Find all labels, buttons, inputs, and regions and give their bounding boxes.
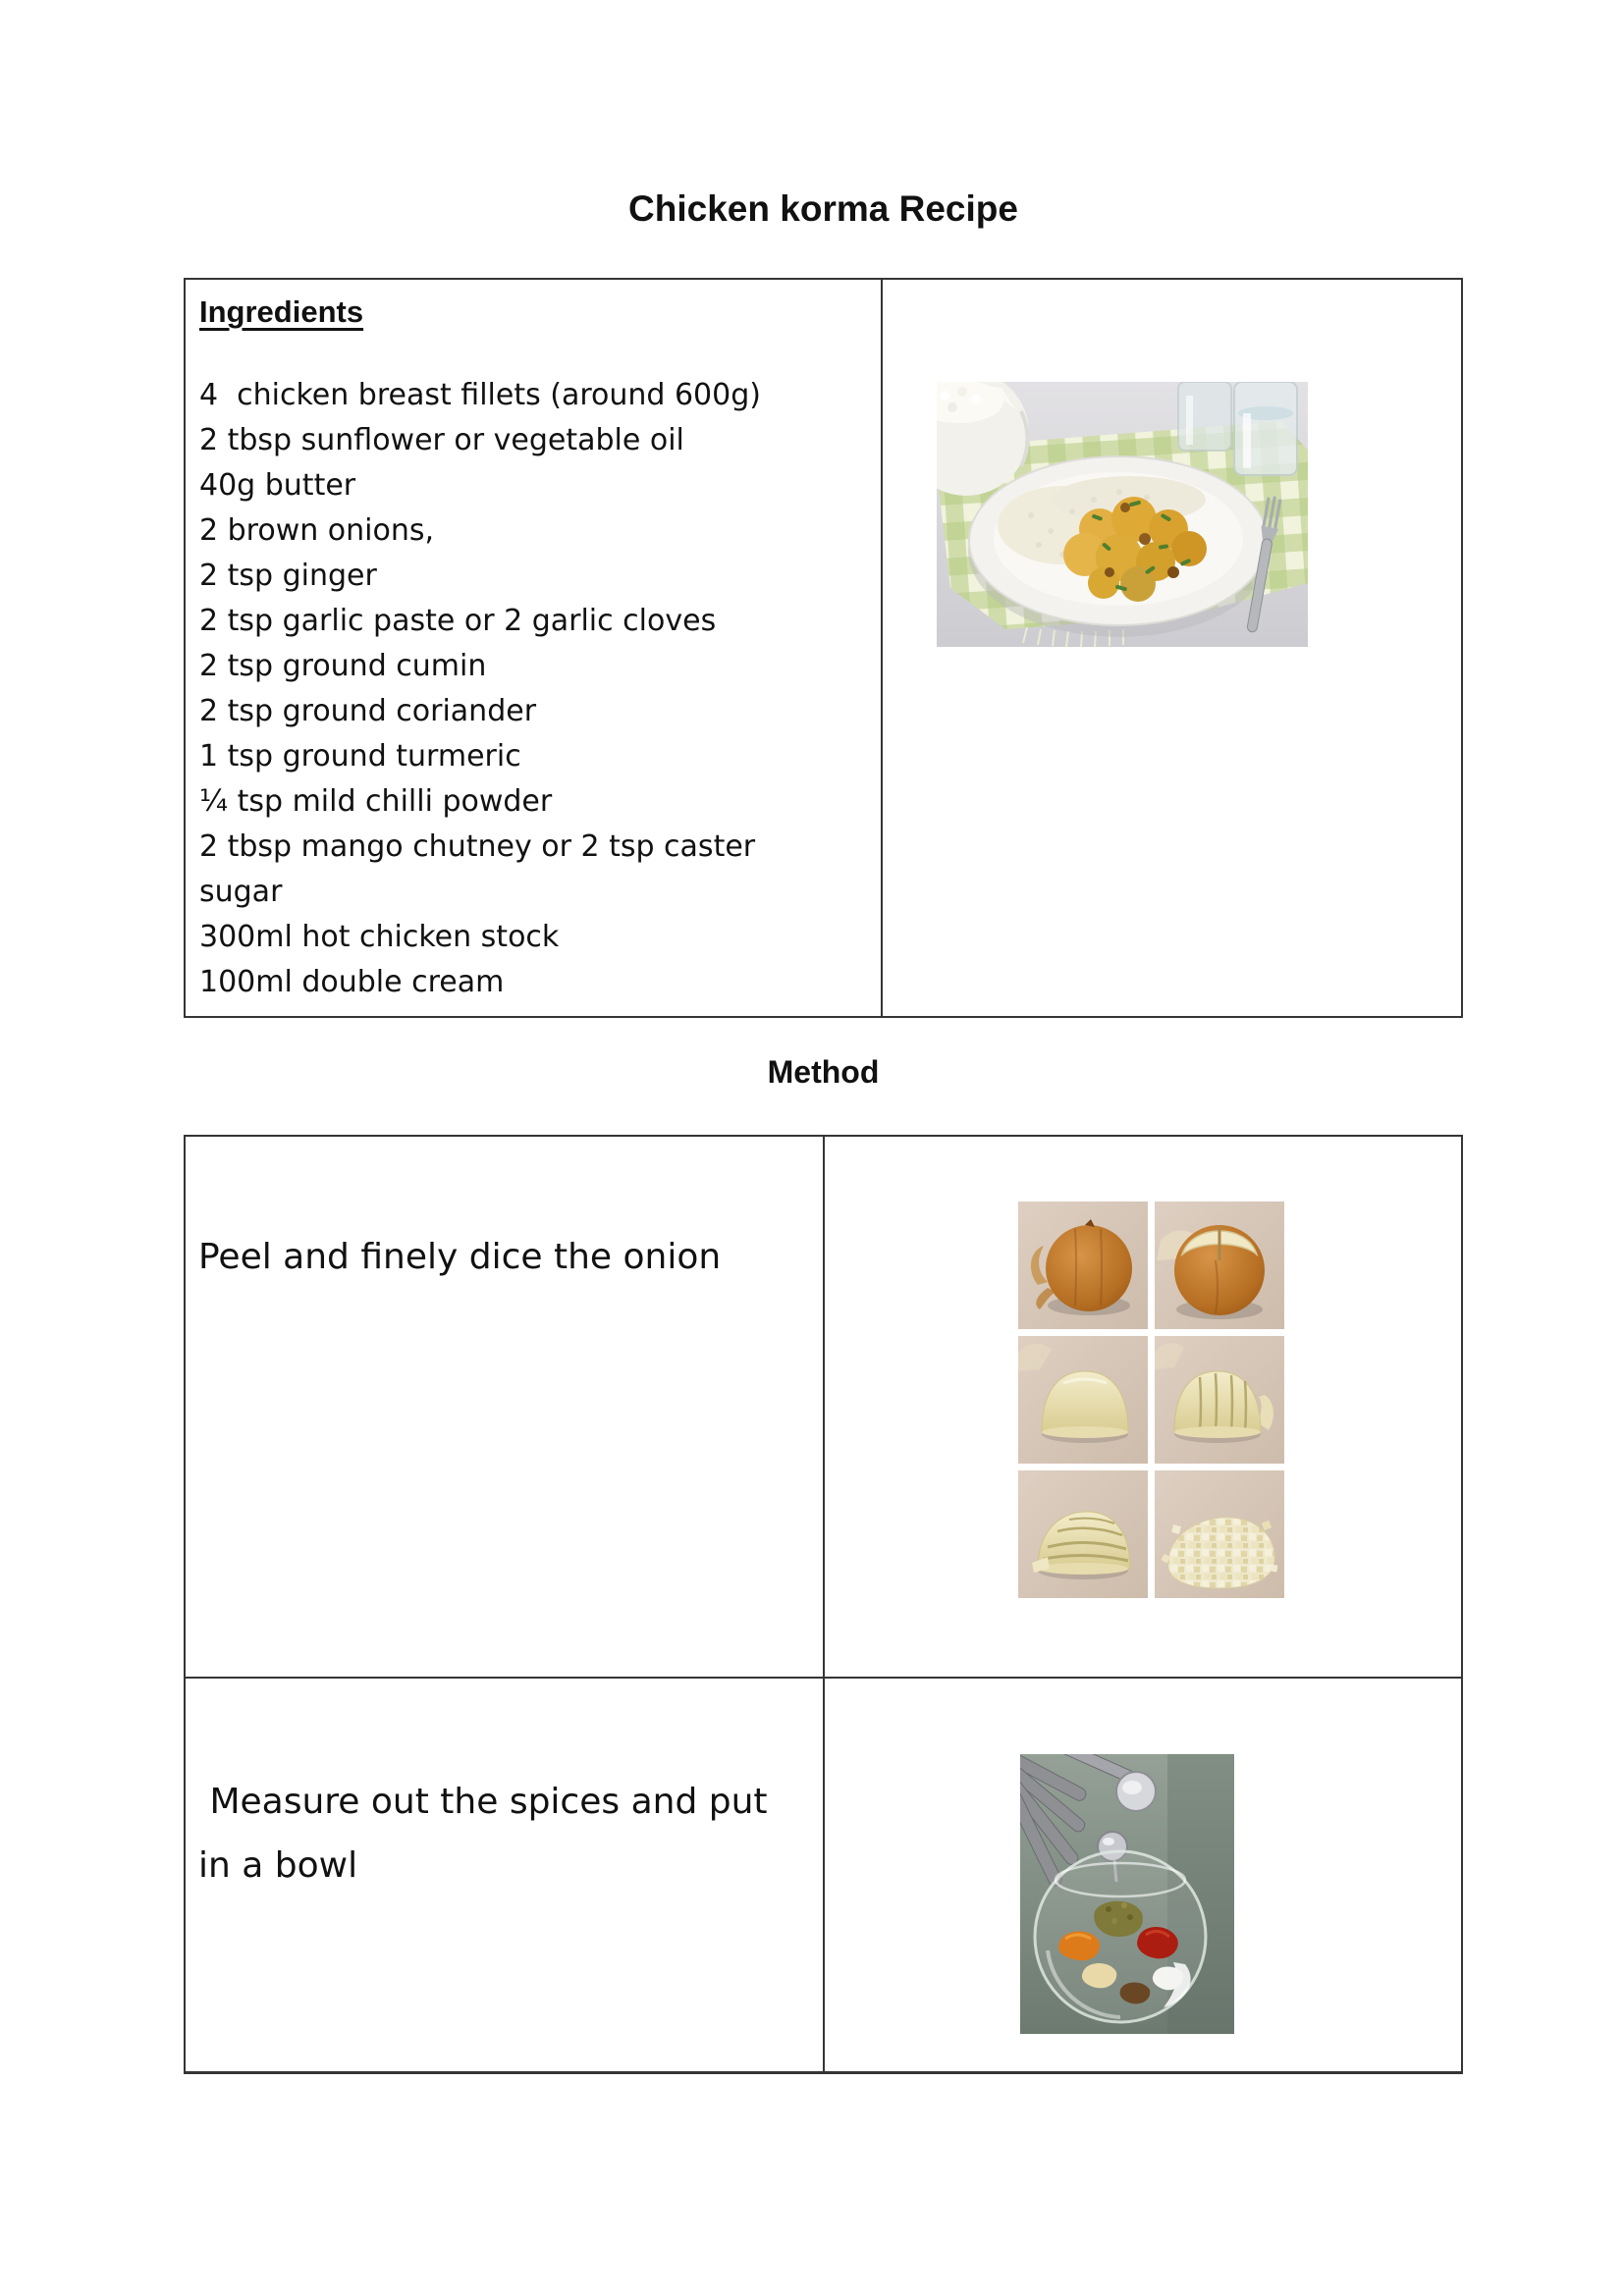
ingredient-line: 2 tbsp mango chutney or 2 tsp caster (199, 829, 756, 864)
method-step-text-cell (186, 1137, 825, 1677)
ingredient-line: 2 tsp garlic paste or 2 garlic cloves (199, 604, 717, 638)
onion-step-peeled-half-photo (1018, 1336, 1148, 1464)
ingredient-line: 2 brown onions, (199, 513, 435, 548)
ingredients-cell (186, 280, 883, 1016)
ingredient-line: 2 tsp ground coriander (199, 694, 537, 728)
ingredient-line: sugar (199, 875, 283, 909)
ingredient-line: 2 tsp ginger (199, 559, 377, 593)
onion-step-vertical-slices-photo (1155, 1336, 1284, 1464)
ingredient-line: 100ml double cream (199, 965, 505, 999)
page-title: Chicken korma Recipe (628, 188, 1018, 229)
onion-step-peel-photo (1018, 1201, 1148, 1329)
ingredient-line: 4 chicken breast fillets (around 600g) (199, 378, 761, 412)
ingredient-line: ¼ tsp mild chilli powder (199, 784, 553, 819)
ingredient-line: 2 tsp ground cumin (199, 649, 487, 683)
onion-step-diced-photo (1155, 1470, 1284, 1598)
method-step-text-cell (186, 1679, 825, 2071)
method-step-line: Peel and finely dice the onion (198, 1237, 722, 1277)
korma-plate (968, 456, 1271, 637)
method-step-line: in a bowl (198, 1845, 358, 1886)
method-step-row (186, 1679, 1461, 2071)
ingredients-list (199, 373, 869, 1005)
onion-dicing-photo-grid (1018, 1201, 1284, 1598)
ingredient-line: 1 tsp ground turmeric (199, 739, 521, 774)
ingredient-line: 40g butter (199, 468, 356, 503)
page-title-row (184, 187, 1463, 232)
ingredient-line: 300ml hot chicken stock (199, 920, 560, 954)
ingredient-line: 2 tbsp sunflower or vegetable oil (199, 423, 684, 457)
glass-bowl (1035, 1851, 1206, 2022)
method-step-line: Measure out the spices and put (198, 1782, 768, 1822)
chicken-korma-plate-photo (937, 382, 1308, 647)
method-table (184, 1135, 1463, 2074)
method-step-photo-cell (825, 1679, 1461, 2071)
method-heading: Method (767, 1054, 880, 1090)
onion-step-cut-top-photo (1155, 1201, 1284, 1329)
method-heading-row (184, 1052, 1463, 1092)
ingredients-photo-cell (883, 280, 1461, 1016)
ingredients-heading: Ingredients (199, 294, 364, 329)
ingredients-table (184, 278, 1463, 1018)
method-step-photo-cell (825, 1137, 1461, 1677)
spices-in-bowl-photo (1020, 1754, 1234, 2034)
method-step-row (186, 1137, 1461, 1679)
onion-step-cross-slices-photo (1018, 1470, 1148, 1598)
